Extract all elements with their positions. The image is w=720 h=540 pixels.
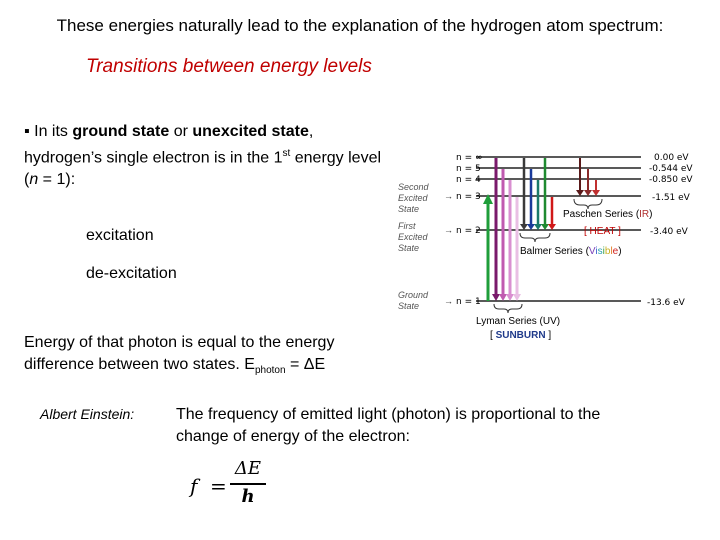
balmer-arrowhead-1: [520, 224, 528, 230]
n-label-1: n = 1: [456, 297, 481, 307]
n-label-2: n = 2: [456, 226, 481, 236]
state-first-2: Excited: [398, 232, 428, 242]
energy-level-diagram: [396, 146, 706, 346]
energy-4: -0.850 eV: [649, 175, 693, 185]
frequency-formula: [186, 458, 276, 514]
formula-denominator: h: [241, 486, 255, 507]
n-label-inf: n = ∞: [456, 153, 483, 163]
energy-3: -1.51 eV: [652, 193, 690, 203]
sunburn-tag: [ SUNBURN ]: [490, 330, 552, 341]
heat-tag: [ HEAT ]: [584, 226, 621, 237]
lyman-label: Lyman Series (UV): [476, 316, 561, 327]
state-ground-1: Ground: [398, 290, 429, 300]
lyman-arrowhead-4: [513, 294, 521, 301]
energy-inf: 0.00 eV: [654, 153, 689, 163]
paschen-arrowhead-3: [592, 190, 600, 196]
bold-ground-state: ground state: [72, 123, 170, 140]
balmer-label: Balmer Series (Visible): [520, 246, 622, 257]
bold-unexcited-state: unexcited state: [192, 123, 309, 140]
photon-energy-paragraph: [24, 332, 404, 382]
n-label-5: n = 5: [456, 164, 481, 174]
balmer-arrowhead-4: [541, 224, 549, 230]
arrow-icon-n3: →: [444, 191, 453, 201]
state-second-2: Excited: [398, 193, 428, 203]
deexcitation-label: de-excitation: [86, 265, 177, 282]
formula-equals: =: [210, 474, 227, 498]
lyman-arrowhead-1: [492, 294, 500, 301]
bullet-text-1: In its: [29, 123, 73, 140]
formula-fraction-bar: [230, 483, 266, 485]
lyman-brace: [494, 304, 522, 313]
slide-heading: These energies naturally lead to the explanation of the hydrogen atom spectrum:: [56, 16, 664, 35]
slide-subheading: Transitions between energy levels: [86, 56, 372, 77]
paschen-arrowhead-1: [576, 190, 584, 196]
photon-text-end: = ΔE: [285, 356, 326, 373]
energy-5: -0.544 eV: [649, 164, 693, 174]
n-variable: n: [29, 171, 39, 189]
lyman-arrowhead-3: [506, 294, 514, 301]
lyman-arrowhead-2: [499, 294, 507, 301]
superscript-st: st: [282, 148, 291, 159]
paschen-brace: [574, 199, 602, 209]
state-second-1: Second: [398, 182, 429, 192]
arrow-icon-n2: →: [444, 225, 453, 235]
balmer-arrowhead-5: [548, 224, 556, 230]
energy-1: -13.6 eV: [647, 298, 685, 308]
photon-subscript: photon: [254, 365, 286, 377]
balmer-arrowhead-2: [527, 224, 535, 230]
bullet-text-3: , hydrogen’s single electron is in the 1: [24, 123, 314, 167]
frequency-paragraph: The frequency of emitted light (photon) is proportional to the change of energy of the electron:: [176, 406, 601, 445]
paschen-label: Paschen Series (IR): [563, 209, 653, 220]
bullet-text-2: or: [169, 123, 193, 140]
excitation-label: excitation: [86, 227, 154, 244]
energy-2: -3.40 eV: [650, 227, 688, 237]
state-ground-2: State: [398, 301, 420, 311]
state-second-3: State: [398, 204, 420, 214]
arrow-icon-n1: →: [444, 296, 453, 306]
bullet-marker: ▪: [24, 123, 30, 140]
einstein-label: Albert Einstein:: [40, 406, 135, 422]
ground-state-paragraph: [24, 121, 384, 191]
state-first-1: First: [398, 221, 416, 231]
n-label-4: n = 4: [456, 175, 481, 185]
balmer-arrowhead-3: [534, 224, 542, 230]
paschen-arrowhead-2: [584, 190, 592, 196]
n-label-3: n = 3: [456, 192, 481, 202]
state-first-3: State: [398, 243, 420, 253]
bullet-text-4: energy level (: [24, 149, 382, 189]
bullet-text-5: = 1):: [38, 171, 76, 189]
balmer-brace: [520, 233, 550, 242]
formula-numerator: ΔE: [234, 458, 262, 479]
formula-f: f: [190, 474, 198, 498]
photon-text: Energy of that photon is equal to the energy difference between two states. E: [24, 334, 335, 373]
